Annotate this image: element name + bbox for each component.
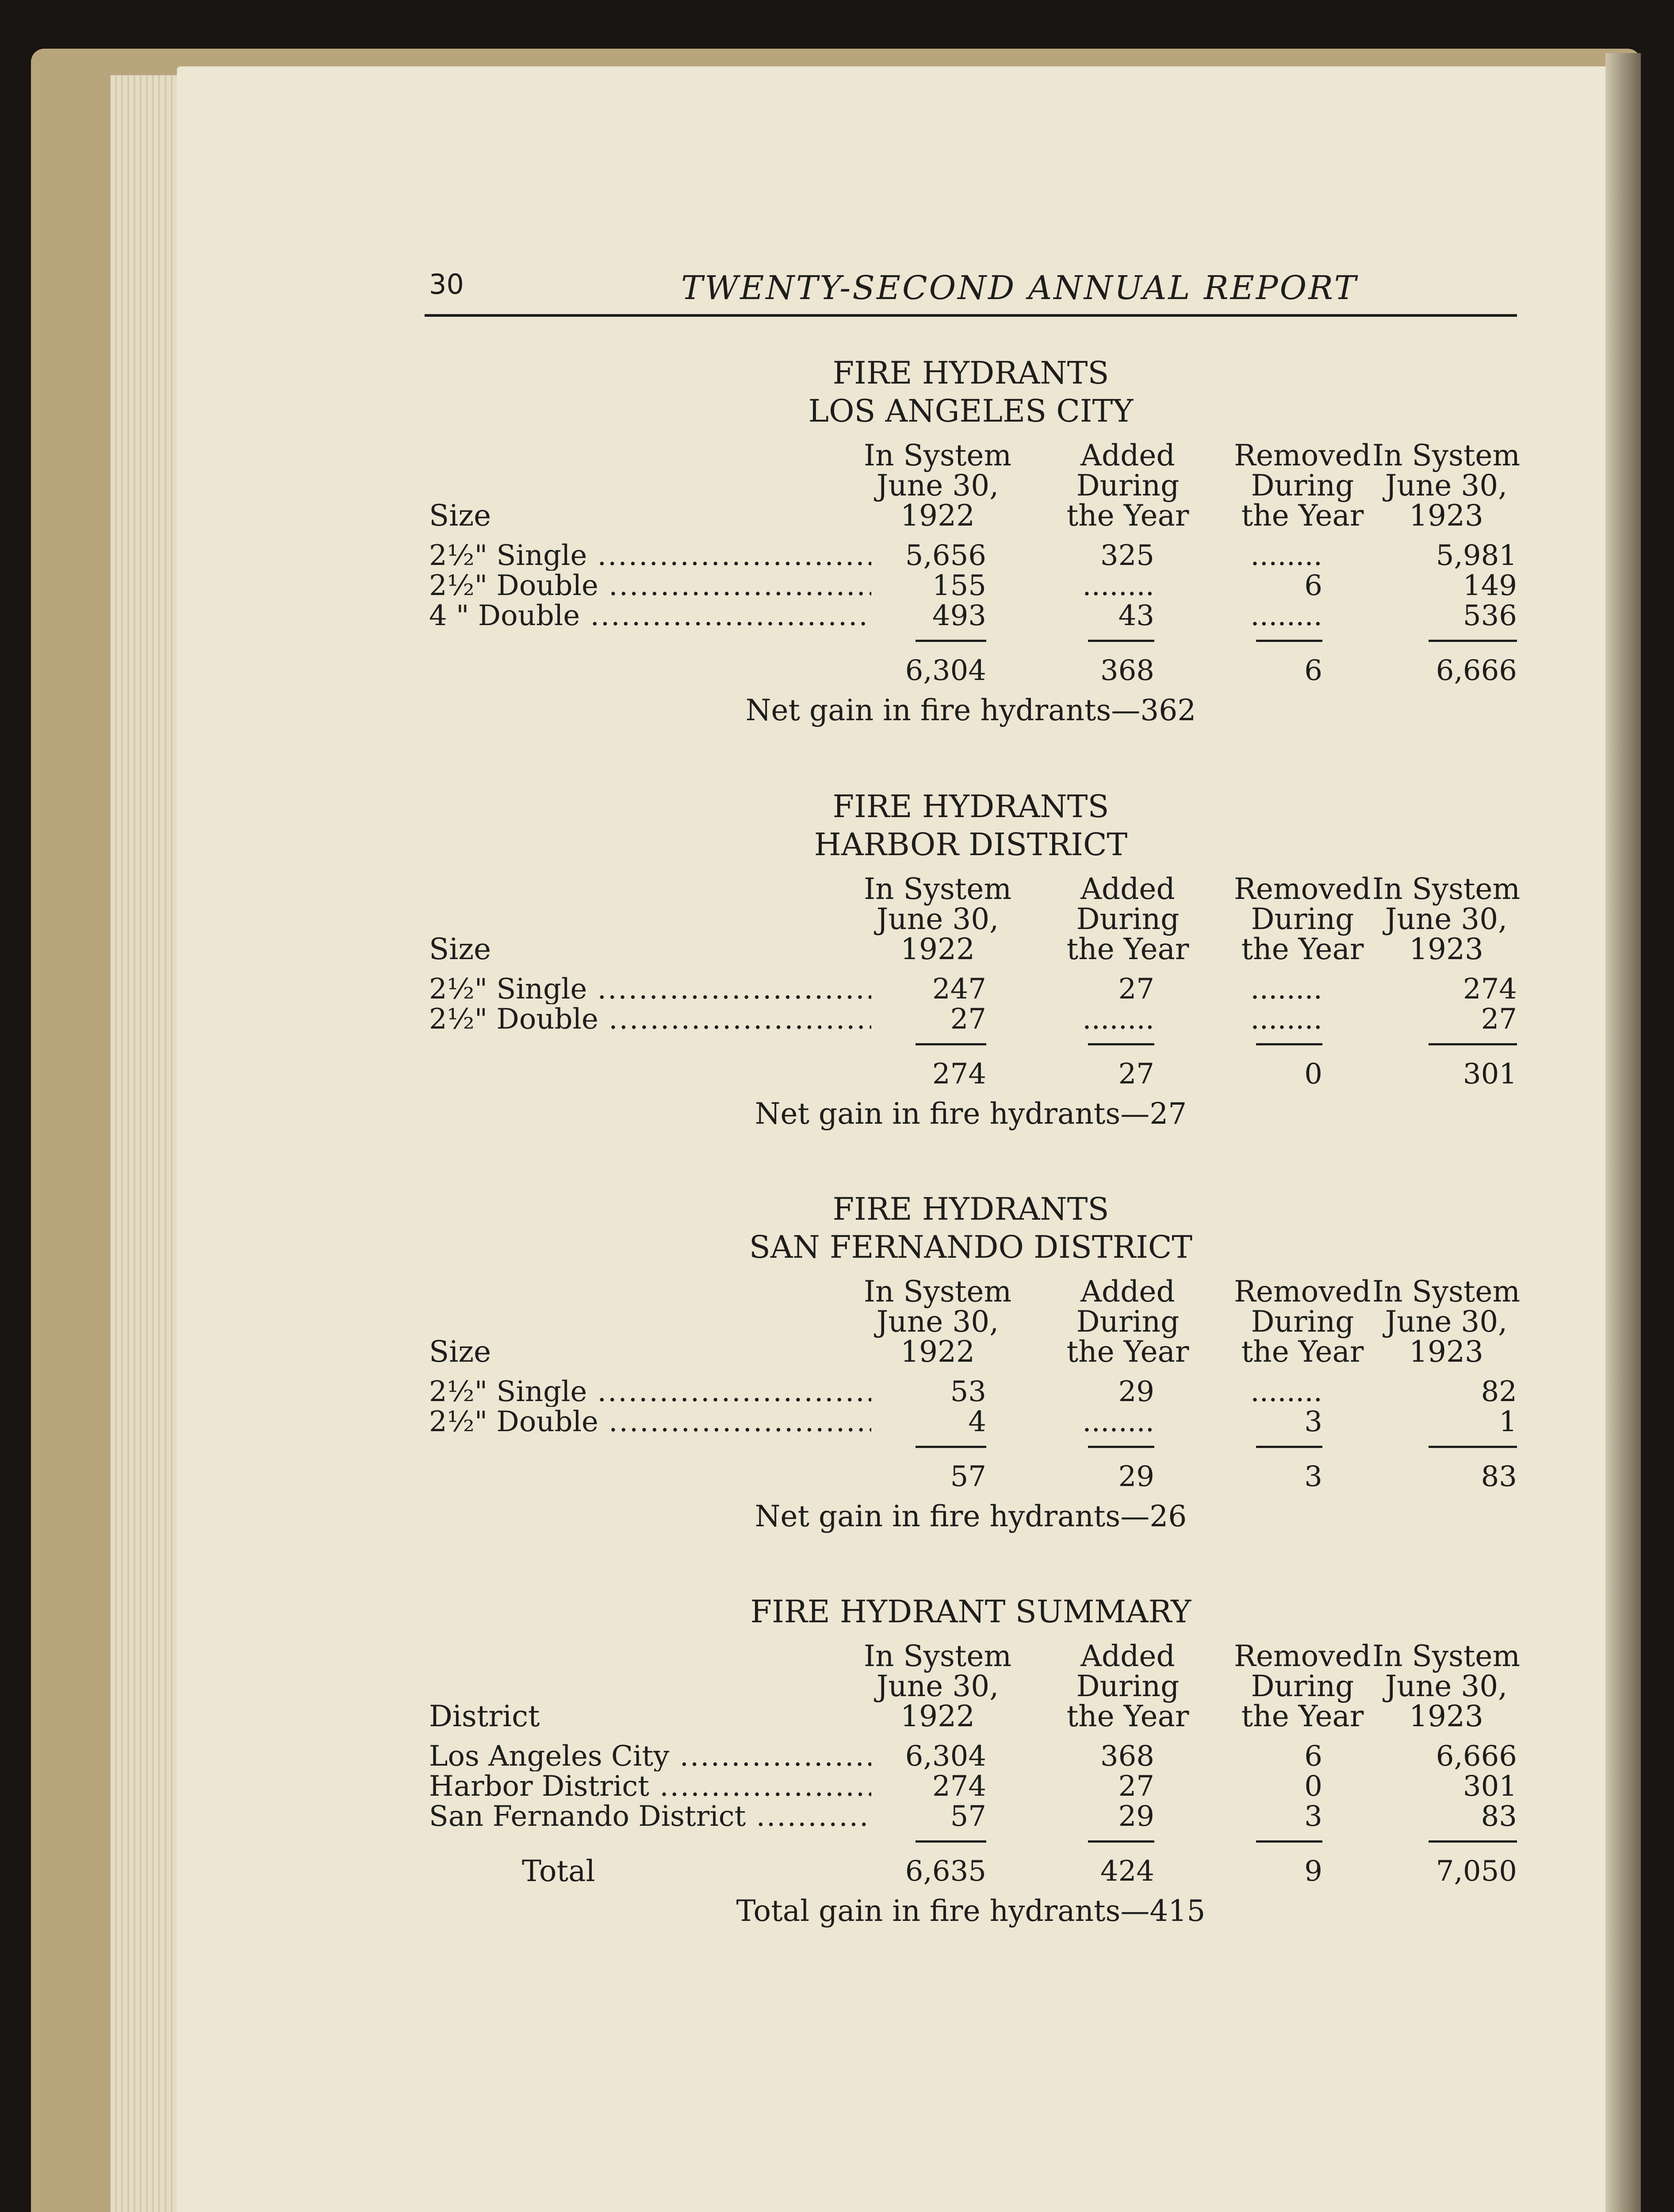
total-rule <box>1256 1446 1322 1448</box>
col-in-system-1923: In System June 30, 1923 <box>1372 438 1521 533</box>
total-rule <box>1429 1840 1517 1843</box>
total-in-system-1923: 7,050 <box>1436 1855 1517 1888</box>
cell-in-system-1922: 247 <box>932 973 986 1006</box>
col-in-system-1923: In System June 30, 1923 <box>1372 1639 1521 1733</box>
section-title-line: FIRE HYDRANTS <box>832 788 1109 825</box>
total-rule <box>916 640 986 642</box>
table-rows <box>425 974 1530 1034</box>
cell-in-system-1922: 53 <box>950 1375 986 1408</box>
table-row <box>425 1004 1530 1034</box>
total-removed: 0 <box>1304 1058 1322 1091</box>
col-in-system-1923: In System June 30, 1923 <box>1372 872 1521 966</box>
page-gutter <box>1605 53 1641 2212</box>
col-in-system-1922: In System June 30, 1922 <box>863 1639 1012 1733</box>
table-row <box>425 571 1530 601</box>
totals-row <box>425 1854 1530 1889</box>
row-label: 4 " Double ..... <box>429 601 871 631</box>
total-rule <box>1088 640 1154 642</box>
row-header: District <box>429 1699 540 1733</box>
cell-added: 43 <box>1118 599 1154 632</box>
total-removed: 6 <box>1304 654 1322 687</box>
cell-removed: ........ <box>1250 1375 1322 1408</box>
net-gain: Net gain in fire hydrants—27 <box>755 1097 1187 1131</box>
total-rules <box>425 1832 1530 1854</box>
cell-removed: 3 <box>1304 1800 1322 1833</box>
cell-in-system-1922: 6,304 <box>905 1740 986 1773</box>
section-title-line: FIRE HYDRANTS <box>832 355 1109 391</box>
total-rule <box>1256 640 1322 642</box>
row-header: Size <box>429 499 491 533</box>
section-san-fernando-district <box>425 1190 1530 1534</box>
total-in-system-1923: 83 <box>1481 1460 1517 1493</box>
section-title-line: FIRE HYDRANT SUMMARY <box>750 1594 1191 1630</box>
total-in-system-1922: 6,304 <box>905 654 986 687</box>
col-added: Added During the Year <box>1066 438 1189 533</box>
table-rows <box>425 1741 1530 1832</box>
total-rule <box>1256 1840 1322 1843</box>
total-label: Total <box>522 1854 595 1888</box>
totals-row <box>425 1459 1530 1494</box>
cell-in-system-1922: 57 <box>950 1800 986 1833</box>
total-added: 29 <box>1118 1460 1154 1493</box>
cell-in-system-1923: 301 <box>1463 1770 1517 1803</box>
section-title-line: SAN FERNANDO DISTRICT <box>749 1229 1193 1265</box>
cell-added: 29 <box>1118 1375 1154 1408</box>
page-content <box>425 265 1530 2079</box>
column-headers <box>425 873 1530 964</box>
cell-added: ........ <box>1082 1003 1154 1036</box>
cell-added: 27 <box>1118 973 1154 1006</box>
total-rule <box>1429 1043 1517 1045</box>
section-title <box>425 787 1517 864</box>
cell-in-system-1922: 274 <box>932 1770 986 1803</box>
col-added: Added During the Year <box>1066 1275 1189 1369</box>
total-in-system-1922: 6,635 <box>905 1855 986 1888</box>
table-row <box>425 541 1530 571</box>
total-rule <box>916 1043 986 1045</box>
col-removed: Removed During the Year <box>1234 1275 1371 1369</box>
total-removed: 9 <box>1304 1855 1322 1888</box>
col-in-system-1922: In System June 30, 1922 <box>863 438 1012 533</box>
total-rule <box>916 1446 986 1448</box>
total-in-system-1923: 6,666 <box>1436 654 1517 687</box>
page-number: 30 <box>429 268 464 300</box>
total-rules <box>425 1437 1530 1459</box>
section-title-line: HARBOR DISTRICT <box>814 826 1128 863</box>
row-label: 2½" Single ..... <box>429 1377 871 1407</box>
col-in-system-1922: In System June 30, 1922 <box>863 872 1012 966</box>
row-label: 2½" Single ..... <box>429 974 871 1004</box>
row-label: San Fernando District ..... <box>429 1801 871 1832</box>
section-title <box>425 1593 1517 1631</box>
cell-removed: ........ <box>1250 1003 1322 1036</box>
row-label: 2½" Double ..... <box>429 1004 871 1034</box>
cell-removed: 0 <box>1304 1770 1322 1803</box>
page-edges <box>111 75 181 2212</box>
cell-in-system-1922: 4 <box>968 1406 986 1438</box>
col-added: Added During the Year <box>1066 1639 1189 1733</box>
table-row <box>425 601 1530 631</box>
cell-in-system-1923: 274 <box>1463 973 1517 1006</box>
row-header: Size <box>429 932 491 966</box>
table-row <box>425 1407 1530 1437</box>
row-label: 2½" Single ..... <box>429 541 871 571</box>
total-rule <box>1429 640 1517 642</box>
table-row <box>425 1741 1530 1771</box>
cell-added: 368 <box>1100 1740 1154 1773</box>
table-row <box>425 1377 1530 1407</box>
row-header: Size <box>429 1335 491 1369</box>
cell-in-system-1922: 5,656 <box>905 539 986 572</box>
col-removed: Removed During the Year <box>1234 438 1371 533</box>
total-rule <box>1088 1043 1154 1045</box>
total-in-system-1922: 274 <box>932 1058 986 1091</box>
net-gain: Net gain in fire hydrants—26 <box>755 1499 1187 1533</box>
total-rule <box>1256 1043 1322 1045</box>
cell-removed: 6 <box>1304 569 1322 602</box>
col-in-system-1923: In System June 30, 1923 <box>1372 1275 1521 1369</box>
total-rule <box>1088 1840 1154 1843</box>
totals-row <box>425 1056 1530 1092</box>
cell-in-system-1923: 536 <box>1463 599 1517 632</box>
table-row <box>425 1771 1530 1801</box>
cell-removed: ........ <box>1250 973 1322 1006</box>
row-label: 2½" Double ..... <box>429 1407 871 1437</box>
total-in-system-1923: 301 <box>1463 1058 1517 1091</box>
totals-row <box>425 653 1530 688</box>
cell-in-system-1923: 5,981 <box>1436 539 1517 572</box>
total-gain: Total gain in fire hydrants—415 <box>736 1894 1206 1928</box>
cell-added: ........ <box>1082 1406 1154 1438</box>
col-removed: Removed During the Year <box>1234 872 1371 966</box>
running-title: TWENTY-SECOND ANNUAL REPORT <box>681 269 1358 307</box>
total-rule <box>916 1840 986 1843</box>
total-rule <box>1429 1446 1517 1448</box>
total-removed: 3 <box>1304 1460 1322 1493</box>
total-added: 27 <box>1118 1058 1154 1091</box>
cell-added: ........ <box>1082 569 1154 602</box>
cell-in-system-1923: 6,666 <box>1436 1740 1517 1773</box>
cell-added: 29 <box>1118 1800 1154 1833</box>
col-in-system-1922: In System June 30, 1922 <box>863 1275 1012 1369</box>
total-in-system-1922: 57 <box>950 1460 986 1493</box>
table-rows <box>425 541 1530 631</box>
cell-in-system-1922: 493 <box>932 599 986 632</box>
cell-in-system-1923: 149 <box>1463 569 1517 602</box>
section-harbor-district <box>425 787 1530 1132</box>
column-headers <box>425 1640 1530 1732</box>
cell-in-system-1923: 82 <box>1481 1375 1517 1408</box>
total-added: 368 <box>1100 654 1154 687</box>
total-rules <box>425 1034 1530 1056</box>
section-title <box>425 1190 1517 1266</box>
cell-in-system-1923: 27 <box>1481 1003 1517 1036</box>
cell-removed: ........ <box>1250 599 1322 632</box>
column-headers <box>425 440 1530 531</box>
section-title-line: FIRE HYDRANTS <box>832 1191 1109 1227</box>
cell-removed: 3 <box>1304 1406 1322 1438</box>
total-added: 424 <box>1100 1855 1154 1888</box>
table-row <box>425 1801 1530 1832</box>
cell-removed: 6 <box>1304 1740 1322 1773</box>
total-rules <box>425 631 1530 653</box>
row-label: Harbor District ..... <box>429 1771 871 1801</box>
section-summary <box>425 1593 1530 1929</box>
table-rows <box>425 1377 1530 1437</box>
col-removed: Removed During the Year <box>1234 1639 1371 1733</box>
cell-in-system-1922: 27 <box>950 1003 986 1036</box>
row-label: 2½" Double ..... <box>429 571 871 601</box>
cell-in-system-1923: 1 <box>1499 1406 1517 1438</box>
cell-added: 325 <box>1100 539 1154 572</box>
row-label: Los Angeles City ..... <box>429 1741 871 1771</box>
cell-added: 27 <box>1118 1770 1154 1803</box>
running-header <box>425 265 1517 317</box>
cell-in-system-1923: 83 <box>1481 1800 1517 1833</box>
section-title <box>425 354 1517 430</box>
column-headers <box>425 1276 1530 1367</box>
section-title-line: LOS ANGELES CITY <box>808 393 1134 429</box>
net-gain: Net gain in fire hydrants—362 <box>745 693 1196 727</box>
section-los-angeles-city <box>425 354 1530 728</box>
cell-removed: ........ <box>1250 539 1322 572</box>
total-rule <box>1088 1446 1154 1448</box>
cell-in-system-1922: 155 <box>932 569 986 602</box>
table-row <box>425 974 1530 1004</box>
col-added: Added During the Year <box>1066 872 1189 966</box>
